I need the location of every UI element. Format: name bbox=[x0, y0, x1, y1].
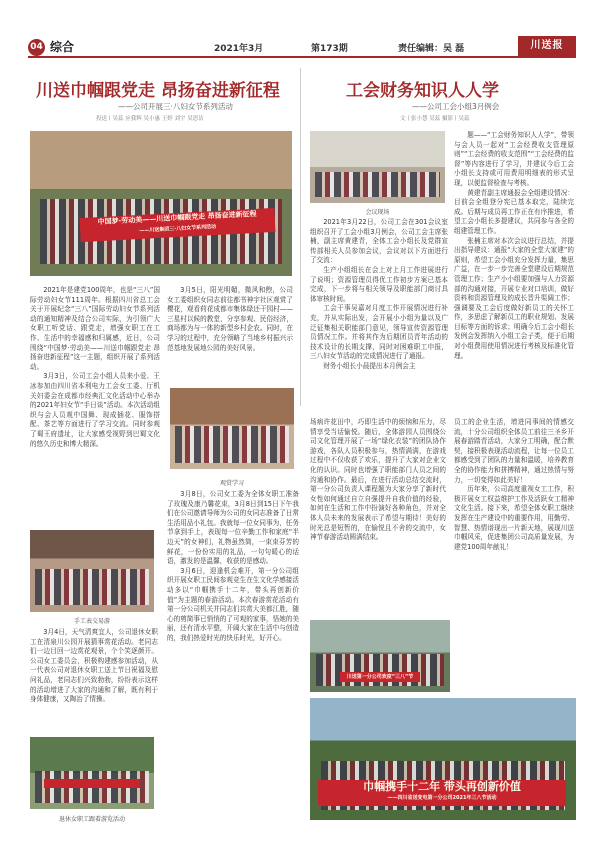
photo-caption: 退休女职工跟着游览活动 bbox=[58, 816, 125, 823]
paragraph: 黄建青副主席通报会全组建设情况：目前会全组登分宪已基本取完，陆续完成。后期与成员再工作正在有序推进，希望工会小组长多提建议，共同参与各全的组建管理工作。 bbox=[454, 188, 574, 235]
right-article-subtitle: ——公司工会小组3月例会 bbox=[412, 102, 500, 111]
people-group bbox=[315, 172, 439, 197]
paragraph: 3月6日，迎逢机会难开，第一分公司组织开展女职工民间参观竞生在生文化学感接活动多以“巾帼携手十二年，带头再创新价值”为主题的春游活动。本次春游赏花活动有第一分公司机关并同志们共赏大美都江胜，随心的剪简事已悄悄的了可观的家事，悟她的美丽，还有清水平整，开阔大家在生活中与创造的，我们热爱时光的快乐时光，好开心。 bbox=[167, 566, 299, 642]
meeting-photo bbox=[310, 131, 445, 203]
photo-banner-subtext: ——四川省送变电第一分公司2021年三八节活动 bbox=[387, 795, 497, 801]
group-photo-3 bbox=[310, 698, 576, 820]
paragraph: 3月3日，公司工会小组人员来小爱、王冰参加由四川省本利电力工会女工委、厅机关妇委会在成都市经典汇文化活动中心举办的2021年妇女节“手日谈”活动。本次活动组织与会人员观中国舞、现成插花、服饰搭配、茶艺等方面进行了学习交流。同时参观了蜀王府遗址，让大家感受视野到巴蜀文化的悠久历史和博大精深。 bbox=[30, 372, 160, 448]
group-photo-2 bbox=[310, 620, 450, 692]
paragraph: 历年来，公司高度重视女工工作，积极开展女工权益维护工作及活跃女工精神文化生活。接下来，希望全体女职工继续发挥在生产建设中的重要作用，用勤劳、智慧、热情谱现出一片新天地，展现川送巾帼风采，促进集团公司高质量发展，为建党100周年献礼！ bbox=[454, 485, 574, 551]
people-group bbox=[175, 426, 289, 462]
right-col4-text bbox=[454, 418, 574, 675]
paragraph: 2021年是建党100周年，也是“三八”国际劳动妇女节111周年。根据四川省总工会关于开展纪念“三八”国际劳动妇女节系列活动的通知精神及结合公司实际，为引领广大女职工听党话、跟党走，增强女职工在工作、生活中的幸福感和归属感，近日，公司围绕“中国梦·劳动美——川送巾帼跟党走 昂扬奋进新征程”这一主题，组织开展了系列活动。 bbox=[30, 286, 160, 371]
column-divider bbox=[300, 68, 301, 406]
photo-caption: 会议现场 bbox=[365, 209, 390, 216]
left-article-subtitle: ——公司开展三·八妇女节系列活动 bbox=[118, 102, 233, 111]
paragraph: 3月4日，天气清爽宜人，公司退休女职工在清泉川公园开展猜事赏花活动。老同志们一边目回一边赏花观景，个个笑逐颜开。公司女工委员会，积极构建感参加活动，从一代表公司对退休女职工送上节日祝福及慰问礼品，老同志们兴致勃勃，纷纷表示这样的活动增进了大家的沟通和了解，既有利于身体健康，又陶冶了情操。 bbox=[30, 628, 158, 704]
right-article-byline: 文丨张小慧 吴蕊 摄影丨吴蕊 bbox=[400, 116, 470, 122]
event-banner-subtext: ——川送集团三·八妇女节系列活动 bbox=[139, 223, 217, 235]
right-col3-text bbox=[310, 418, 446, 612]
group-photo-banner bbox=[30, 131, 292, 276]
page-header bbox=[28, 38, 576, 58]
paragraph: 2021年3月22日，公司工会在301会议室组织召开了工会小组3月例会，公司工会主席张楠，副主席黄建青，全体工会小组长及党群宣传部相关人员参加会议，会议对以下方面进行了交流： bbox=[310, 218, 448, 265]
page-number: 04 bbox=[28, 39, 45, 56]
paragraph: 3月5日，阳光明媚，微风和煦，公司女工委组织女同志前往都书神宇社区观赏了樱花，观看荷花成都市集体绿还干园村——三星村以候的教堂，分享参观、民俗经济，商场都为与一体的新型乡村企农。同时，在学习的过程中，充分领略了当地乡村振兴示范基地发展地公园的美好风景。 bbox=[167, 286, 293, 352]
photo-banner bbox=[318, 780, 566, 806]
activity-photo-2 bbox=[30, 530, 154, 612]
paragraph: 题——“工会财务知识人人学”，带领与会人员一起对“工会经费收支管理原则”“工会经费的收支范围”“工会经费的监督”等内容进行了学习，并建议今后工会小组长支持或可用费用明细表的形式呈现，以便监督检查与考核。 bbox=[454, 131, 574, 187]
photo-caption: 观赏学习 bbox=[219, 480, 244, 487]
paragraph: 3月8日，公司女工委为全体女职工准备了玫瑰及康乃馨花束，3月8日到15日下午我们在公司邀请导师为公司的女同志准备了日常生活用品小礼包。我就每一位女同事为，任务节拿到手上，表现每一位辛勤工作和家庭“半边天”的女神们，礼物虽然简，一束束芬芳的鲜花，一份份实用的礼品，一句句暖心的话语，激发的是温馨，收获的是感动。 bbox=[167, 490, 299, 566]
activity-photo-3 bbox=[30, 737, 154, 809]
left-col1b-text bbox=[30, 628, 158, 734]
right-col1-text bbox=[310, 218, 448, 414]
left-col1-text bbox=[30, 286, 160, 528]
activity-photo-1 bbox=[170, 388, 294, 469]
left-article-title: 川送巾帼跟党走 昂扬奋进新征程 bbox=[36, 81, 280, 101]
photo-banner bbox=[44, 779, 140, 788]
people-group bbox=[35, 569, 149, 606]
left-col2-text bbox=[167, 286, 293, 382]
newspaper-logo: 川送报 bbox=[518, 36, 576, 56]
paragraph: 张楠主席对本次会议进行总结，并提出指导建议：通报“大家的全堂大家建”的原则，希望工会小组充分发挥力量，集思广益，在一步一步完善全堂建设后期规范管理工作；生产小小组要加强与人力资源部的沟通对接，开展专业对口培训，做好资料和资源管理及的成长晋升渠阔工作；强调要及工会后度做好新员工的关怀工作，多思虑了解新员工的职业规划、发展目标等方面的诉求；明确今后工会小组长发例会发挥纳入小组工会子类，便于后期对小组费用使用情况进行考核及标准化管理。 bbox=[454, 236, 574, 360]
photo-caption: 手工表交易游 bbox=[73, 618, 110, 625]
paragraph: 工会干事吴嘉对月度工作开展情况进行补充，并从实际出发，会开展小小组为量以及广泛征集相关职能部门意见，领导宣传资源管理员情况工作。并将其作为后期团员青年活动的技术设计的长期支撑，同时对困难职工申报，三八妇女节活动的完成情况进行了通报。 bbox=[310, 304, 448, 361]
photo-banner-text: 巾帼携手十二年 带头再创新价值 bbox=[363, 780, 521, 793]
right-article-title: 工会财务知识人人学 bbox=[346, 81, 499, 101]
paragraph: 场病许花田中，巧即生活中的烦恼和压力，尽情享受当话愉悦。随后，全体游园人员围绕公司文化管理开展了一场“绿化衣装”的团队协作游戏，各队人员积极参与，热情满满，在游戏过程中不仅收获了欢乐，提升了大家对企业文化的认识。同时也增强了职能部门人员之间的沟通和协作。最后，在进行活动总结交流时，第一分公司负责人课程题为大家分享了新时代女性如何通过自立自强提升自我价值的经验，如何在生活和工作中扮演好各种角色，并对全体人员未来的发展表示了希望与期待！美好的时光总是短暂的，在愉悦且不舍的交流中，女神节春游活动圆满结束。 bbox=[310, 418, 446, 542]
left-col2b-text bbox=[167, 490, 299, 835]
photo-banner: 川送第一分公司欢度“三八”节 bbox=[340, 672, 420, 682]
paragraph: 员工的企业生活，增进同事间的情感交流，十分公司组织全体员工前往三圣乡开展春游踏青活动，大家分工明确，配合默契，接积极表现活动流程，让每一位员工都感受到了团队的力量和温暖，培养教育全的协作能力和拼搏精神，通过热情与努力，一切变得如此美好！ bbox=[454, 418, 574, 484]
event-banner-text: 中国梦·劳动美——川送巾帼跟党走 昂扬奋进新征程 bbox=[97, 209, 257, 227]
left-article-byline: 投送丨吴蕊 应我辉 吴小惠 王婷 刘宇 吴思洁 bbox=[96, 116, 204, 122]
section-title: 综合 bbox=[50, 40, 75, 54]
editor-credit: 责任编辑：吴 磊 bbox=[398, 44, 465, 54]
right-col2-text bbox=[454, 131, 574, 414]
issue-date: 2021年3月 bbox=[214, 44, 264, 54]
issue-number: 第173期 bbox=[311, 44, 348, 54]
paragraph: 财务小组长小晨提出本月例会主 bbox=[323, 361, 416, 370]
paragraph: 生产小组组长在会上对上月工作进展进行了说明；资源管理员得优工作初步方案已基本完成，下一步将与相关领导及职能部门商讨具体审核时间。 bbox=[310, 265, 448, 303]
